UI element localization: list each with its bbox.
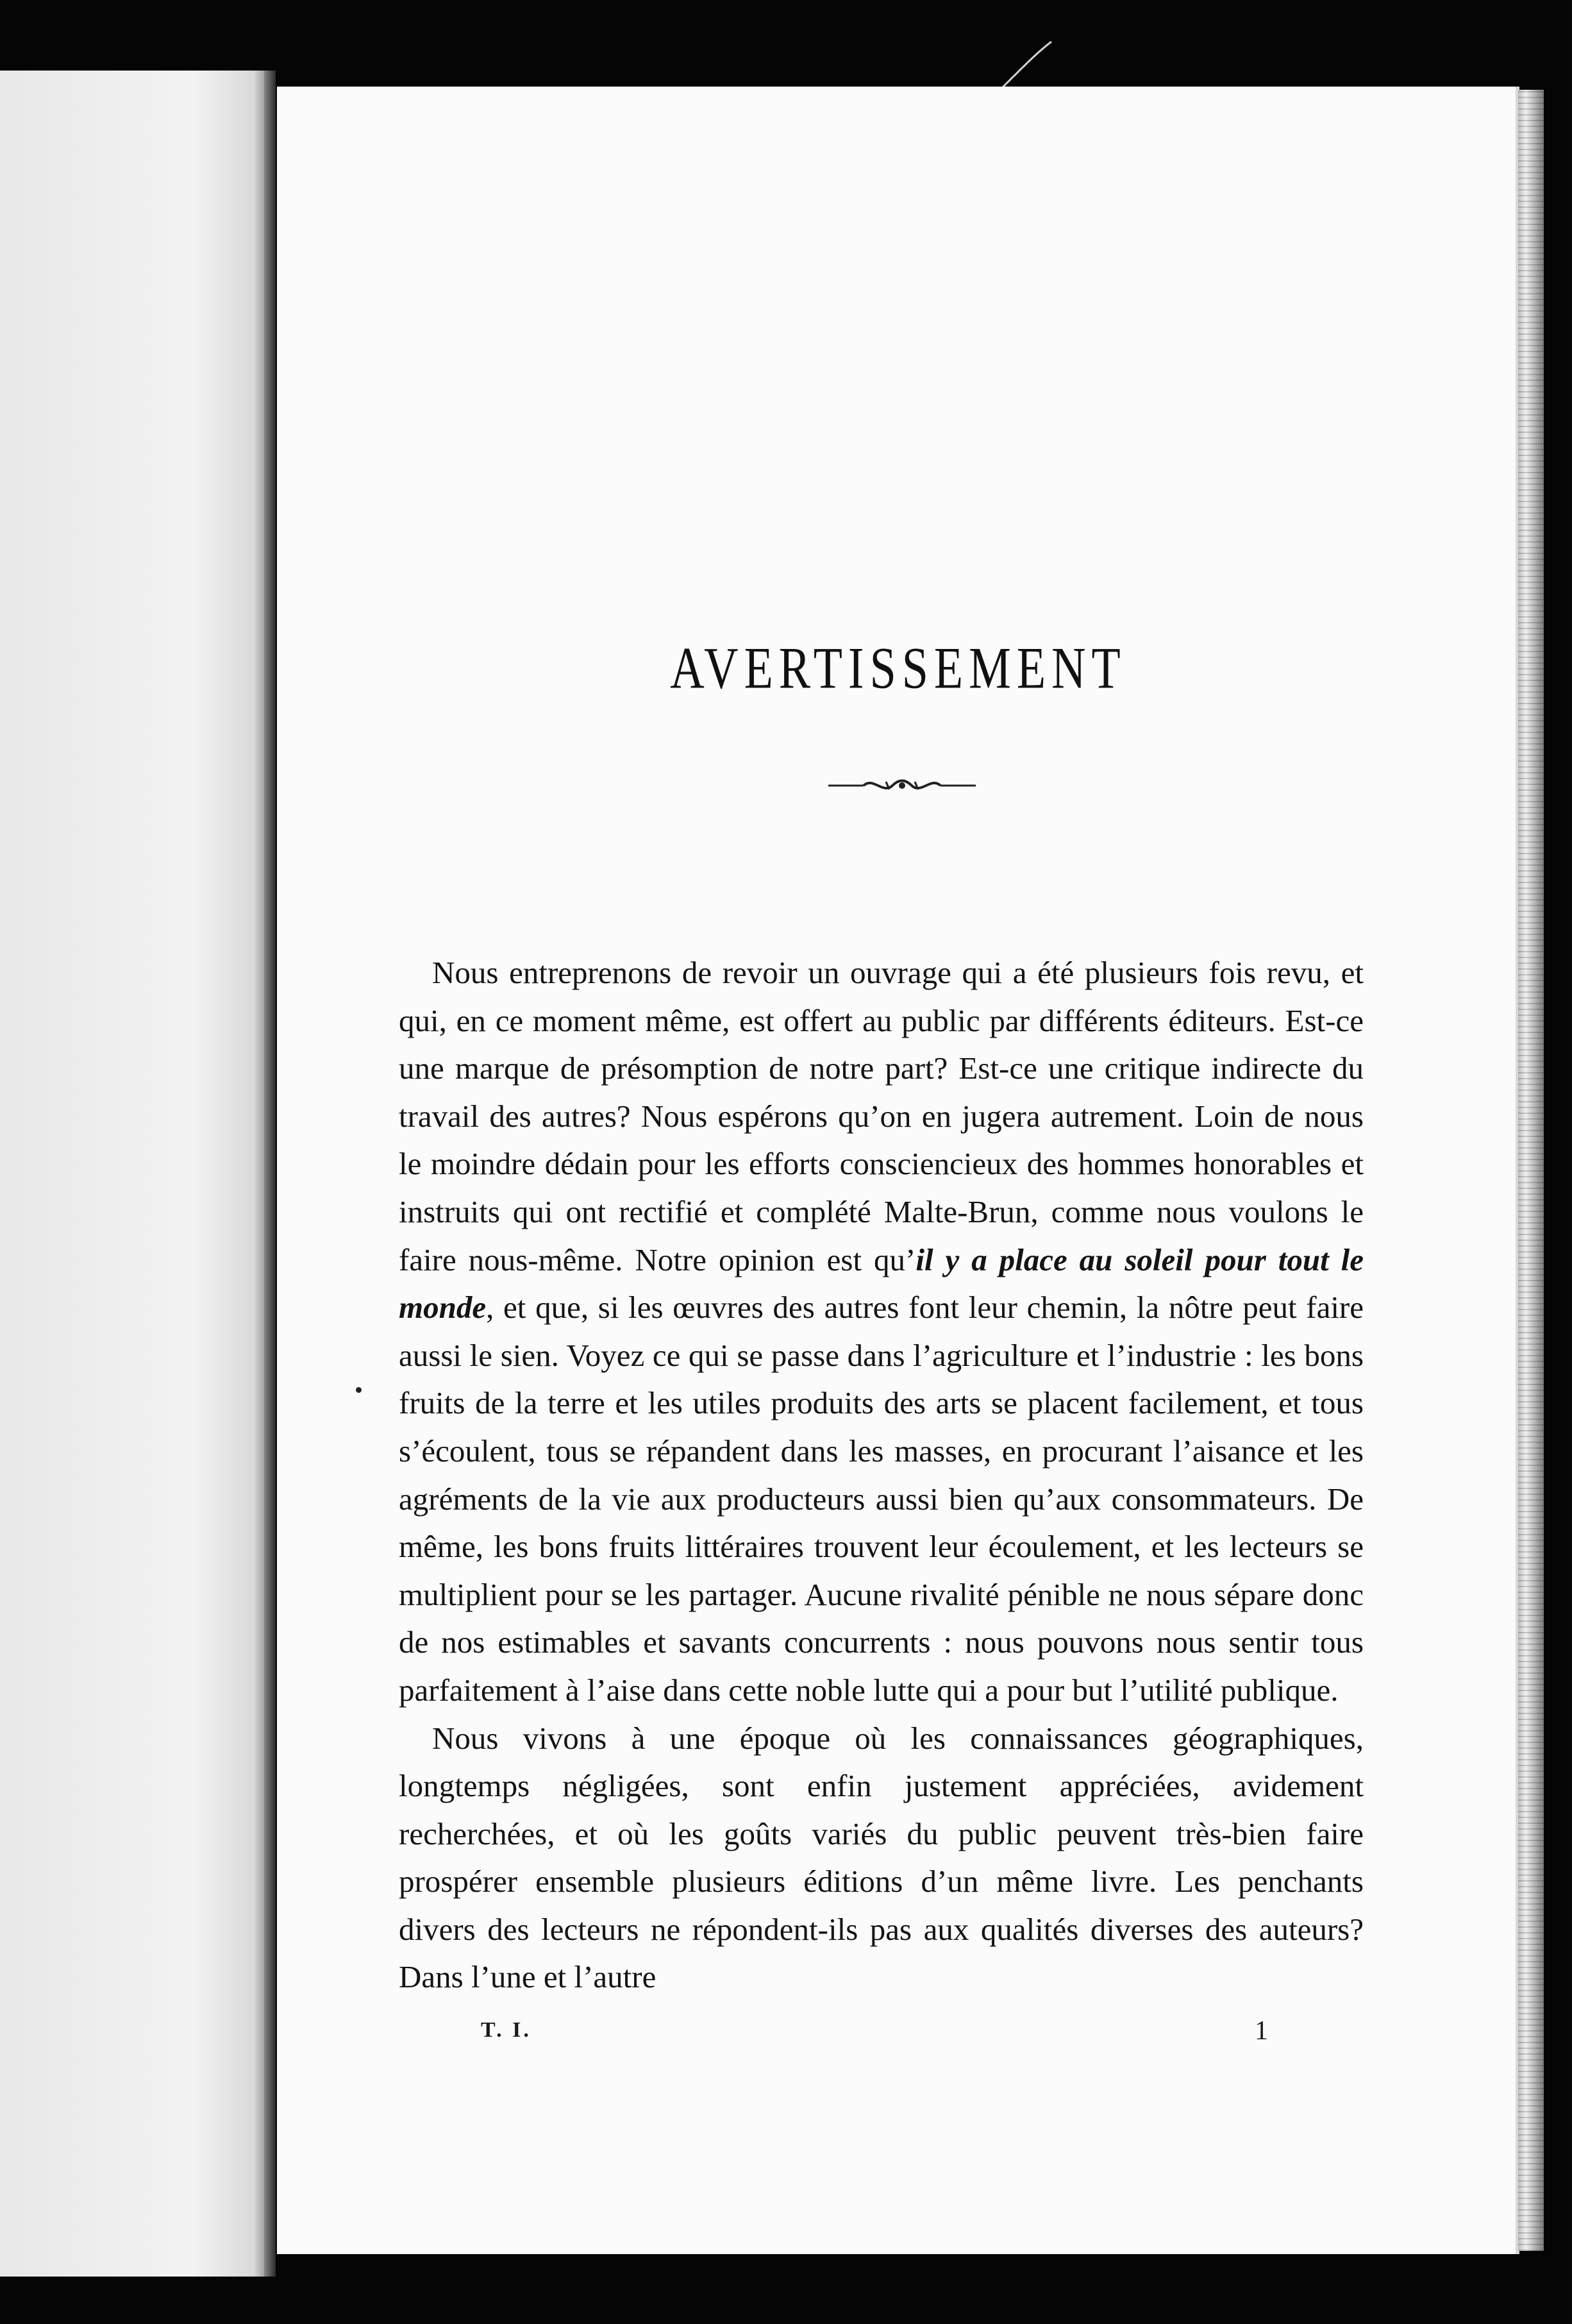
page-title: AVERTISSEMENT [670,636,1126,702]
margin-dot [356,1387,362,1393]
ornamental-divider [825,773,979,798]
body-text [399,949,1364,2001]
paragraph-1-emphasis: il y a place au soleil pour tout le monde [399,1242,1364,1326]
page-number: 1 [1255,2016,1268,2046]
paragraph-1 [399,949,1364,1715]
pencil-mark [987,38,1058,90]
book-page [277,87,1519,2254]
page-edge-texture [1518,90,1544,2251]
signature-mark: T. I. [481,2018,531,2042]
book-spine [264,71,276,2277]
facing-page-edge [0,71,276,2277]
paragraph-1-part-1: Nous entreprenons de revoir un ouvrage qui a été plusieurs fois revu, et qui, en ce moment même, est offert au public par différents éditeurs. Est-ce une marque de présomption de notre part? Est-ce une critique indirecte du travail des autres? Nous espérons qu’on en jugera autrement. Loin de nous le moindre dédain pour les efforts consciencieux des hommes honorables et instruits qui ont rectifié et complété Malte-Brun, comme nous voulons le faire nous-même. Notre opinion est qu’ [399,955,1364,1277]
paragraph-1-part-2: , et que, si les œuvres des autres font leur chemin, la nôtre peut faire aussi le sien. Voyez ce qui se passe dans l’agriculture et l’industrie : les bons fruits de la terre et les utiles produits des arts se placent facilement, et tous s’écoulent, tous se répandent dans les masses, en procurant l’aisance et les agréments de la vie aux producteurs aussi bien qu’aux consommateurs. De même, les bons fruits littéraires trouvent leur écoulement, et les lecteurs se multiplient pour se les partager. Aucune rivalité pénible ne nous sépare donc de nos estimables et savants concurrents : nous pouvons nous sentir tous parfaitement à l’aise dans cette noble lutte qui a pour but l’utilité publique. [399,1290,1364,1708]
page-stack-edge [1518,90,1544,2251]
paragraph-2: Nous vivons à une époque où les connaissances géographiques, longtemps négligées, sont enfin justement appréciées, avidement recherchées, et où les goûts variés du public peuvent très-bien faire prospérer ensemble plusieurs éditions d’un même livre. Les penchants divers des lecteurs ne répondent-ils pas aux qualités diverses des auteurs? Dans l’une et l’autre [399,1720,1364,1995]
